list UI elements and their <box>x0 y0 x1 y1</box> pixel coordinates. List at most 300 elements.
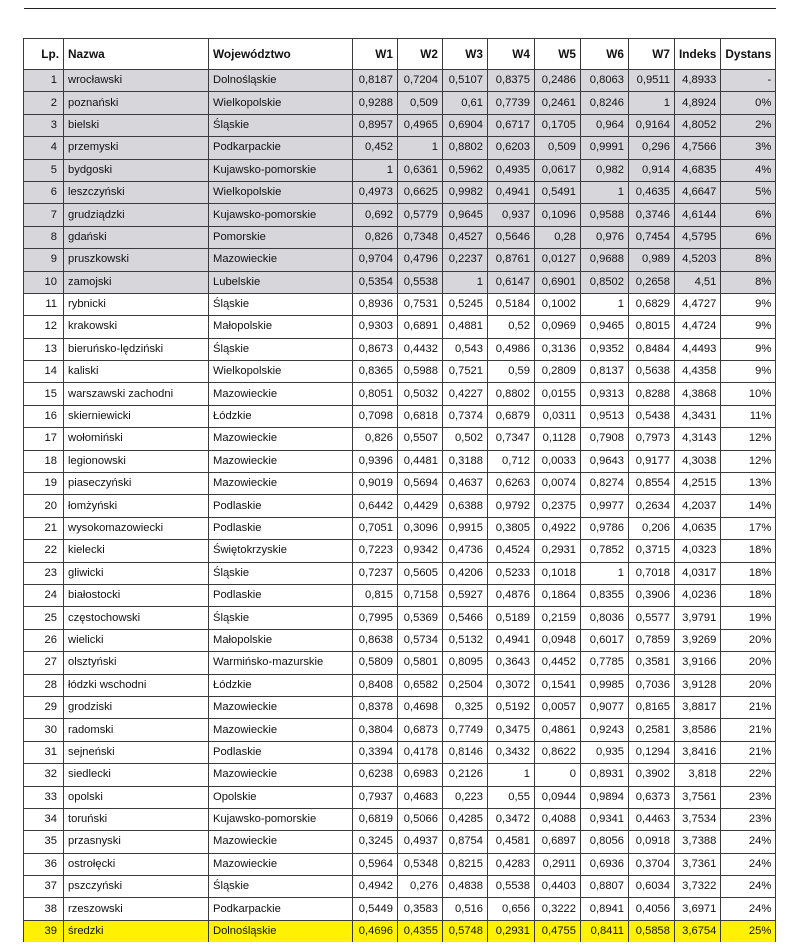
cell-indeks: 3,9791 <box>675 607 721 629</box>
cell-dystans: 19% <box>721 607 776 629</box>
cell-w3: 1 <box>443 271 488 293</box>
cell-w6: 0,982 <box>581 159 629 181</box>
cell-w2: 0,4683 <box>398 786 443 808</box>
cell-w6: 0,9341 <box>581 808 629 830</box>
cell-w5: 0,4088 <box>535 808 581 830</box>
cell-nazwa: bielski <box>64 114 209 136</box>
cell-w4: 0,4935 <box>488 159 535 181</box>
cell-w1: 0,826 <box>353 226 398 248</box>
cell-w4: 0,5184 <box>488 293 535 315</box>
cell-wojewodztwo: Mazowieckie <box>209 853 353 875</box>
cell-w1: 0,7051 <box>353 517 398 539</box>
cell-w5: 0,1096 <box>535 204 581 226</box>
cell-w3: 0,5245 <box>443 293 488 315</box>
cell-w7: 0,8554 <box>629 473 675 495</box>
cell-w4: 0,8761 <box>488 249 535 271</box>
cell-w6: 0,9465 <box>581 316 629 338</box>
table-body <box>24 70 776 943</box>
cell-w7: 0,2658 <box>629 271 675 293</box>
cell-w4: 0,4283 <box>488 853 535 875</box>
cell-w2: 0,6582 <box>398 674 443 696</box>
cell-w1: 0,4696 <box>353 920 398 942</box>
cell-w7: 0,7973 <box>629 428 675 450</box>
cell-nazwa: średzki <box>64 920 209 942</box>
cell-wojewodztwo: Podlaskie <box>209 584 353 606</box>
cell-nazwa: wołomiński <box>64 428 209 450</box>
cell-w7: 0,8484 <box>629 338 675 360</box>
cell-lp: 13 <box>24 338 64 360</box>
cell-wojewodztwo: Wielkopolskie <box>209 92 353 114</box>
cell-w5: 0,6897 <box>535 831 581 853</box>
cell-w7: 0,6829 <box>629 293 675 315</box>
cell-w2: 0,276 <box>398 876 443 898</box>
cell-w6: 0,6936 <box>581 853 629 875</box>
cell-w6: 0,976 <box>581 226 629 248</box>
cell-dystans: 22% <box>721 764 776 786</box>
cell-lp: 16 <box>24 405 64 427</box>
cell-w5: 0,509 <box>535 137 581 159</box>
cell-w1: 0,8051 <box>353 383 398 405</box>
cell-lp: 10 <box>24 271 64 293</box>
cell-wojewodztwo: Mazowieckie <box>209 696 353 718</box>
table-row <box>24 674 776 696</box>
cell-w1: 0,5354 <box>353 271 398 293</box>
cell-wojewodztwo: Mazowieckie <box>209 831 353 853</box>
cell-w3: 0,61 <box>443 92 488 114</box>
cell-indeks: 4,4358 <box>675 361 721 383</box>
cell-w1: 0,8378 <box>353 696 398 718</box>
cell-dystans: 25% <box>721 920 776 942</box>
cell-w1: 0,7237 <box>353 562 398 584</box>
cell-w2: 0,5734 <box>398 629 443 651</box>
cell-indeks: 4,3143 <box>675 428 721 450</box>
cell-w1: 0,9396 <box>353 450 398 472</box>
cell-dystans: 18% <box>721 540 776 562</box>
cell-wojewodztwo: Pomorskie <box>209 226 353 248</box>
cell-indeks: 4,4727 <box>675 293 721 315</box>
cell-indeks: 3,8416 <box>675 741 721 763</box>
cell-w1: 0,4973 <box>353 181 398 203</box>
cell-w1: 0,7995 <box>353 607 398 629</box>
cell-nazwa: toruński <box>64 808 209 830</box>
cell-dystans: 4% <box>721 159 776 181</box>
cell-nazwa: wysokomazowiecki <box>64 517 209 539</box>
cell-dystans: 10% <box>721 383 776 405</box>
cell-wojewodztwo: Podlaskie <box>209 741 353 763</box>
cell-w3: 0,7521 <box>443 361 488 383</box>
cell-w2: 0,7531 <box>398 293 443 315</box>
table-row <box>24 114 776 136</box>
cell-w6: 0,8137 <box>581 361 629 383</box>
cell-nazwa: pszczyński <box>64 876 209 898</box>
cell-w3: 0,4736 <box>443 540 488 562</box>
cell-w4: 0,5189 <box>488 607 535 629</box>
cell-w5: 0,1018 <box>535 562 581 584</box>
cell-w7: 0,1294 <box>629 741 675 763</box>
cell-w3: 0,8754 <box>443 831 488 853</box>
cell-nazwa: łomżyński <box>64 495 209 517</box>
cell-w5: 0,2486 <box>535 70 581 92</box>
cell-wojewodztwo: Lubelskie <box>209 271 353 293</box>
table-row <box>24 786 776 808</box>
cell-w2: 0,7158 <box>398 584 443 606</box>
cell-w4: 0,3805 <box>488 517 535 539</box>
cell-lp: 8 <box>24 226 64 248</box>
cell-indeks: 4,3431 <box>675 405 721 427</box>
cell-w3: 0,6388 <box>443 495 488 517</box>
cell-nazwa: bieruńsko-lędziński <box>64 338 209 360</box>
cell-w6: 0,8274 <box>581 473 629 495</box>
cell-dystans: 11% <box>721 405 776 427</box>
cell-w1: 0,3394 <box>353 741 398 763</box>
cell-wojewodztwo: Kujawsko-pomorskie <box>209 159 353 181</box>
cell-w7: 0,7018 <box>629 562 675 584</box>
cell-w5: 0,28 <box>535 226 581 248</box>
cell-w2: 0,5348 <box>398 853 443 875</box>
cell-w4: 0,55 <box>488 786 535 808</box>
cell-w4: 0,4876 <box>488 584 535 606</box>
cell-indeks: 4,0635 <box>675 517 721 539</box>
cell-nazwa: siedlecki <box>64 764 209 786</box>
cell-indeks: 3,7361 <box>675 853 721 875</box>
table-row <box>24 629 776 651</box>
header-indeks: Indeks <box>675 39 721 70</box>
table-row <box>24 338 776 360</box>
cell-w6: 0,8502 <box>581 271 629 293</box>
cell-w7: 1 <box>629 92 675 114</box>
cell-w2: 0,4355 <box>398 920 443 942</box>
cell-w5: 0,3136 <box>535 338 581 360</box>
cell-dystans: 21% <box>721 696 776 718</box>
cell-w4: 0,4581 <box>488 831 535 853</box>
cell-w7: 0,2581 <box>629 719 675 741</box>
cell-w7: 0,7859 <box>629 629 675 651</box>
cell-w2: 0,3583 <box>398 898 443 920</box>
table-row <box>24 316 776 338</box>
table-row <box>24 808 776 830</box>
cell-w5: 0,2809 <box>535 361 581 383</box>
cell-indeks: 3,8817 <box>675 696 721 718</box>
cell-wojewodztwo: Łódzkie <box>209 405 353 427</box>
header-w7: W7 <box>629 39 675 70</box>
cell-w1: 0,8365 <box>353 361 398 383</box>
cell-w4: 0,3472 <box>488 808 535 830</box>
cell-w2: 0,5779 <box>398 204 443 226</box>
cell-lp: 31 <box>24 741 64 763</box>
cell-w4: 0,2931 <box>488 920 535 942</box>
cell-w1: 0,452 <box>353 137 398 159</box>
cell-wojewodztwo: Śląskie <box>209 293 353 315</box>
cell-w4: 0,6879 <box>488 405 535 427</box>
cell-nazwa: łódzki wschodni <box>64 674 209 696</box>
cell-lp: 11 <box>24 293 64 315</box>
cell-wojewodztwo: Śląskie <box>209 562 353 584</box>
cell-wojewodztwo: Łódzkie <box>209 674 353 696</box>
cell-wojewodztwo: Dolnośląskie <box>209 920 353 942</box>
table-row <box>24 271 776 293</box>
cell-w6: 0,9894 <box>581 786 629 808</box>
cell-lp: 21 <box>24 517 64 539</box>
header-dystans: Dystans <box>721 39 776 70</box>
cell-w7: 0,7454 <box>629 226 675 248</box>
cell-nazwa: pruszkowski <box>64 249 209 271</box>
cell-w5: 0,0311 <box>535 405 581 427</box>
cell-w2: 0,509 <box>398 92 443 114</box>
table-row <box>24 70 776 92</box>
cell-w3: 0,4527 <box>443 226 488 248</box>
header-w4: W4 <box>488 39 535 70</box>
cell-w6: 0,8941 <box>581 898 629 920</box>
cell-w4: 0,59 <box>488 361 535 383</box>
cell-w4: 0,8802 <box>488 383 535 405</box>
table-row <box>24 652 776 674</box>
cell-w1: 0,8408 <box>353 674 398 696</box>
cell-wojewodztwo: Mazowieckie <box>209 473 353 495</box>
header-w1: W1 <box>353 39 398 70</box>
cell-lp: 33 <box>24 786 64 808</box>
cell-dystans: 20% <box>721 674 776 696</box>
cell-w3: 0,4637 <box>443 473 488 495</box>
cell-w1: 0,9019 <box>353 473 398 495</box>
cell-dystans: 12% <box>721 450 776 472</box>
cell-w7: 0,5577 <box>629 607 675 629</box>
cell-indeks: 3,818 <box>675 764 721 786</box>
cell-dystans: 9% <box>721 338 776 360</box>
table-row <box>24 831 776 853</box>
cell-w2: 0,4698 <box>398 696 443 718</box>
cell-wojewodztwo: Wielkopolskie <box>209 361 353 383</box>
cell-w6: 0,8931 <box>581 764 629 786</box>
cell-w2: 0,4937 <box>398 831 443 853</box>
cell-w5: 0 <box>535 764 581 786</box>
cell-w1: 0,826 <box>353 428 398 450</box>
cell-w4: 0,9792 <box>488 495 535 517</box>
cell-w5: 0,1128 <box>535 428 581 450</box>
cell-w4: 1 <box>488 764 535 786</box>
cell-w5: 0,2911 <box>535 853 581 875</box>
cell-dystans: 20% <box>721 652 776 674</box>
cell-lp: 26 <box>24 629 64 651</box>
cell-w7: 0,6034 <box>629 876 675 898</box>
cell-w1: 0,815 <box>353 584 398 606</box>
cell-w1: 0,8673 <box>353 338 398 360</box>
cell-dystans: 17% <box>721 517 776 539</box>
cell-dystans: 24% <box>721 831 776 853</box>
table-row <box>24 293 776 315</box>
cell-wojewodztwo: Mazowieckie <box>209 249 353 271</box>
cell-w3: 0,2126 <box>443 764 488 786</box>
cell-w6: 0,9688 <box>581 249 629 271</box>
cell-w4: 0,4986 <box>488 338 535 360</box>
cell-dystans: 8% <box>721 249 776 271</box>
table-row <box>24 473 776 495</box>
cell-w3: 0,7749 <box>443 719 488 741</box>
cell-nazwa: sejneński <box>64 741 209 763</box>
cell-w3: 0,9915 <box>443 517 488 539</box>
cell-lp: 15 <box>24 383 64 405</box>
cell-w6: 0,9243 <box>581 719 629 741</box>
cell-dystans: 18% <box>721 562 776 584</box>
cell-w7: 0,9164 <box>629 114 675 136</box>
cell-w7: 0,4056 <box>629 898 675 920</box>
cell-w3: 0,5132 <box>443 629 488 651</box>
table-row <box>24 226 776 248</box>
cell-wojewodztwo: Kujawsko-pomorskie <box>209 808 353 830</box>
cell-wojewodztwo: Mazowieckie <box>209 450 353 472</box>
cell-w6: 0,8411 <box>581 920 629 942</box>
cell-w5: 0,0948 <box>535 629 581 651</box>
cell-w2: 0,6891 <box>398 316 443 338</box>
cell-w3: 0,5466 <box>443 607 488 629</box>
cell-w5: 0,4755 <box>535 920 581 942</box>
cell-indeks: 4,4493 <box>675 338 721 360</box>
cell-lp: 12 <box>24 316 64 338</box>
cell-w6: 0,6017 <box>581 629 629 651</box>
cell-w7: 0,9511 <box>629 70 675 92</box>
cell-nazwa: grodziski <box>64 696 209 718</box>
cell-nazwa: skierniewicki <box>64 405 209 427</box>
cell-lp: 20 <box>24 495 64 517</box>
cell-dystans: 20% <box>721 629 776 651</box>
cell-w1: 0,3804 <box>353 719 398 741</box>
cell-nazwa: kaliski <box>64 361 209 383</box>
cell-w2: 0,5988 <box>398 361 443 383</box>
cell-w7: 0,7036 <box>629 674 675 696</box>
cell-w1: 1 <box>353 159 398 181</box>
cell-w3: 0,516 <box>443 898 488 920</box>
cell-w6: 0,9643 <box>581 450 629 472</box>
cell-w7: 0,5438 <box>629 405 675 427</box>
cell-w3: 0,325 <box>443 696 488 718</box>
cell-w7: 0,206 <box>629 517 675 539</box>
cell-nazwa: legionowski <box>64 450 209 472</box>
cell-w4: 0,656 <box>488 898 535 920</box>
cell-w1: 0,5809 <box>353 652 398 674</box>
cell-w4: 0,6717 <box>488 114 535 136</box>
cell-lp: 3 <box>24 114 64 136</box>
cell-w5: 0,2461 <box>535 92 581 114</box>
cell-nazwa: warszawski zachodni <box>64 383 209 405</box>
cell-w5: 0,0944 <box>535 786 581 808</box>
cell-nazwa: olsztyński <box>64 652 209 674</box>
cell-w6: 0,7908 <box>581 428 629 450</box>
cell-w1: 0,9288 <box>353 92 398 114</box>
cell-dystans: 18% <box>721 584 776 606</box>
cell-lp: 32 <box>24 764 64 786</box>
cell-w2: 0,5605 <box>398 562 443 584</box>
cell-wojewodztwo: Mazowieckie <box>209 383 353 405</box>
cell-lp: 30 <box>24 719 64 741</box>
cell-w7: 0,296 <box>629 137 675 159</box>
cell-w4: 0,3072 <box>488 674 535 696</box>
cell-w5: 0,8622 <box>535 741 581 763</box>
cell-w5: 0,0155 <box>535 383 581 405</box>
table-row <box>24 361 776 383</box>
cell-w4: 0,8375 <box>488 70 535 92</box>
cell-w1: 0,7223 <box>353 540 398 562</box>
cell-lp: 35 <box>24 831 64 853</box>
cell-w7: 0,3902 <box>629 764 675 786</box>
cell-w1: 0,4942 <box>353 876 398 898</box>
cell-nazwa: częstochowski <box>64 607 209 629</box>
cell-w4: 0,5538 <box>488 876 535 898</box>
cell-w6: 0,9588 <box>581 204 629 226</box>
cell-nazwa: rzeszowski <box>64 898 209 920</box>
cell-lp: 17 <box>24 428 64 450</box>
cell-w2: 0,5538 <box>398 271 443 293</box>
cell-w6: 0,9352 <box>581 338 629 360</box>
cell-w2: 0,4429 <box>398 495 443 517</box>
table-row <box>24 562 776 584</box>
cell-dystans: 23% <box>721 808 776 830</box>
cell-indeks: 4,8933 <box>675 70 721 92</box>
header-nazwa: Nazwa <box>64 39 209 70</box>
cell-w7: 0,0918 <box>629 831 675 853</box>
cell-w6: 0,935 <box>581 741 629 763</box>
cell-w4: 0,4941 <box>488 181 535 203</box>
cell-lp: 23 <box>24 562 64 584</box>
cell-w4: 0,5646 <box>488 226 535 248</box>
cell-w3: 0,4285 <box>443 808 488 830</box>
header-row <box>24 39 776 70</box>
cell-wojewodztwo: Podlaskie <box>209 495 353 517</box>
cell-w6: 0,964 <box>581 114 629 136</box>
cell-w3: 0,8095 <box>443 652 488 674</box>
cell-w3: 0,4206 <box>443 562 488 584</box>
cell-w1: 0,3245 <box>353 831 398 853</box>
cell-w7: 0,5638 <box>629 361 675 383</box>
cell-w7: 0,2634 <box>629 495 675 517</box>
cell-nazwa: ostrołęcki <box>64 853 209 875</box>
cell-w2: 0,5694 <box>398 473 443 495</box>
cell-w5: 0,1705 <box>535 114 581 136</box>
table-row <box>24 137 776 159</box>
header-w5: W5 <box>535 39 581 70</box>
cell-w7: 0,4635 <box>629 181 675 203</box>
cell-lp: 29 <box>24 696 64 718</box>
cell-nazwa: białostocki <box>64 584 209 606</box>
cell-w3: 0,4838 <box>443 876 488 898</box>
cell-w2: 0,4432 <box>398 338 443 360</box>
cell-dystans: 24% <box>721 876 776 898</box>
cell-w1: 0,5449 <box>353 898 398 920</box>
cell-w4: 0,712 <box>488 450 535 472</box>
cell-lp: 38 <box>24 898 64 920</box>
cell-wojewodztwo: Opolskie <box>209 786 353 808</box>
cell-wojewodztwo: Śląskie <box>209 607 353 629</box>
header-wojewodztwo: Województwo <box>209 39 353 70</box>
cell-w6: 0,9313 <box>581 383 629 405</box>
cell-w7: 0,9177 <box>629 450 675 472</box>
cell-w5: 0,0617 <box>535 159 581 181</box>
cell-lp: 34 <box>24 808 64 830</box>
table-row <box>24 540 776 562</box>
cell-nazwa: grudziądzki <box>64 204 209 226</box>
cell-w6: 0,8355 <box>581 584 629 606</box>
cell-w5: 0,4403 <box>535 876 581 898</box>
cell-w2: 1 <box>398 137 443 159</box>
top-rule <box>24 8 776 9</box>
cell-w7: 0,989 <box>629 249 675 271</box>
cell-w5: 0,0969 <box>535 316 581 338</box>
cell-w4: 0,3643 <box>488 652 535 674</box>
cell-dystans: 13% <box>721 473 776 495</box>
cell-w1: 0,8187 <box>353 70 398 92</box>
cell-w2: 0,6361 <box>398 159 443 181</box>
table-row <box>24 450 776 472</box>
cell-w4: 0,5233 <box>488 562 535 584</box>
cell-indeks: 4,5795 <box>675 226 721 248</box>
